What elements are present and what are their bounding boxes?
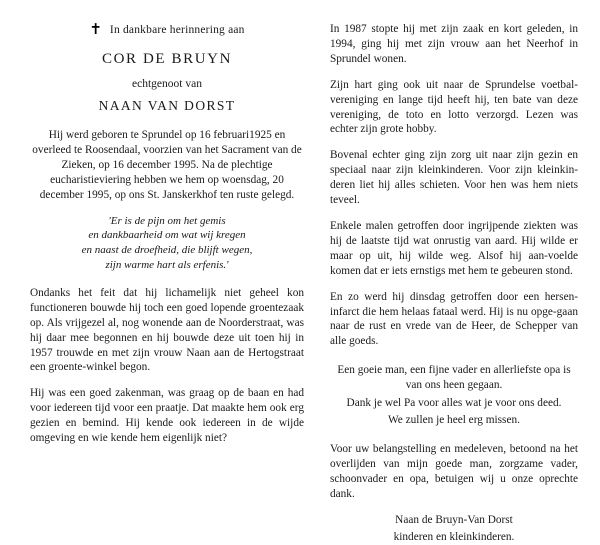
- intro-text: In dankbare herinnering aan: [109, 23, 245, 36]
- quote-line: en dankbaarheid om wat wij kregen: [88, 229, 246, 242]
- biography-paragraph: Zijn hart ging ook uit naar de Sprundelse voetbal-vereniging en lange tijd heeft hij, ten bate van deze vereniging, de toto en lotto verzorgd. Lezen was echter zijn grote hobby.: [330, 78, 578, 136]
- memorial-quote: [30, 214, 304, 273]
- signature-line: kinderen en kleinkinderen.: [393, 531, 515, 544]
- right-column: [318, 0, 600, 544]
- intro-heading: [30, 22, 304, 37]
- deceased-name: COR DE BRUYN: [101, 51, 233, 67]
- quote-line: zijn warme hart als erfenis.': [105, 259, 229, 272]
- farewell-block: [330, 363, 578, 428]
- spouse-label: echtgenoot van: [132, 78, 202, 90]
- farewell-line: Een goeie man, een fijne vader en allerliefste opa is van ons heen gegaan.: [337, 364, 571, 392]
- biography-paragraph: En zo werd hij dinsdag getroffen door een hersen-infarct die hem helaas fataal werd. Hij is nu opge-gaan naar de rust en vrede van de Heer, de Schepper van alle goeds.: [330, 290, 578, 348]
- signature-block: [330, 513, 578, 545]
- biography-paragraph: Enkele malen getroffen door ingrijpende ziekten was hij de laatste tijd wat onrustig van aard. Hij wilde er maar op uit, hij wilde weg. Alsof hij aan-voelde komen dat er iets ernstigs met hem te gebeuren stond.: [330, 219, 578, 277]
- biography-paragraph: In 1987 stopte hij met zijn zaak en kort geleden, in 1994, ging hij met zijn vrouw aan het Neerhof in Sprundel wonen.: [330, 23, 578, 65]
- biography-paragraph: Ondanks het feit dat hij lichamelijk niet geheel kon functioneren bouwde hij toch een goed lopende groentezaak op. Als vrijgezel al, nog wonende aan de Noorderstraat, was hij daar mee begonnen en hij bouwde deze uit toen hij in 1957 trouwde en met zijn vrouw Naan aan de Hertogstraat een groente-winkel begon.: [30, 286, 304, 374]
- biography-paragraph: Bovenal echter ging zijn zorg uit naar zijn gezin en speciaal naar zijn kleinkinderen. Voor zijn kleinkin-deren liet hij alles schieten. Voor hen was hem niets teveel.: [330, 149, 578, 207]
- biography-paragraph: Hij werd geboren te Sprundel op 16 februari1925 en overleed te Roosendaal, voorzien van het Sacrament van de Zieken, op 16 december 1995. Na de plechtige eucharistieviering hebben we hem op woensdag, 20 december 1995, op ons St. Janskerkhof ten ruste gelegd.: [32, 129, 302, 201]
- farewell-line: Dank je wel Pa voor alles wat je voor ons deed.: [346, 396, 562, 409]
- biography-paragraph: Hij was een goed zakenman, was graag op de baan en had voor iedereen tijd voor een praatje. Dat maakte hem ook erg gezien en bemind. Hij kende ook iedereen in de wijde omgeving en wie kende hem eigenlijk niet?: [30, 387, 304, 445]
- quote-line: en naast de droefheid, die blijft wegen,: [81, 244, 253, 257]
- spouse-name: NAAN VAN DORST: [98, 98, 236, 113]
- signature-line: Naan de Bruyn-Van Dorst: [395, 513, 513, 526]
- left-column: [0, 0, 318, 469]
- thanks-paragraph: Voor uw belangstelling en medeleven, betoond na het overlijden van mijn goede man, zorgzame vader, schoonvader en opa, betuigen wij u onze oprechte dank.: [330, 443, 578, 500]
- cross-icon: ✝: [89, 20, 102, 38]
- quote-line: 'Er is de pijn om het gemis: [108, 214, 226, 227]
- farewell-line: We zullen je heel erg missen.: [388, 413, 520, 426]
